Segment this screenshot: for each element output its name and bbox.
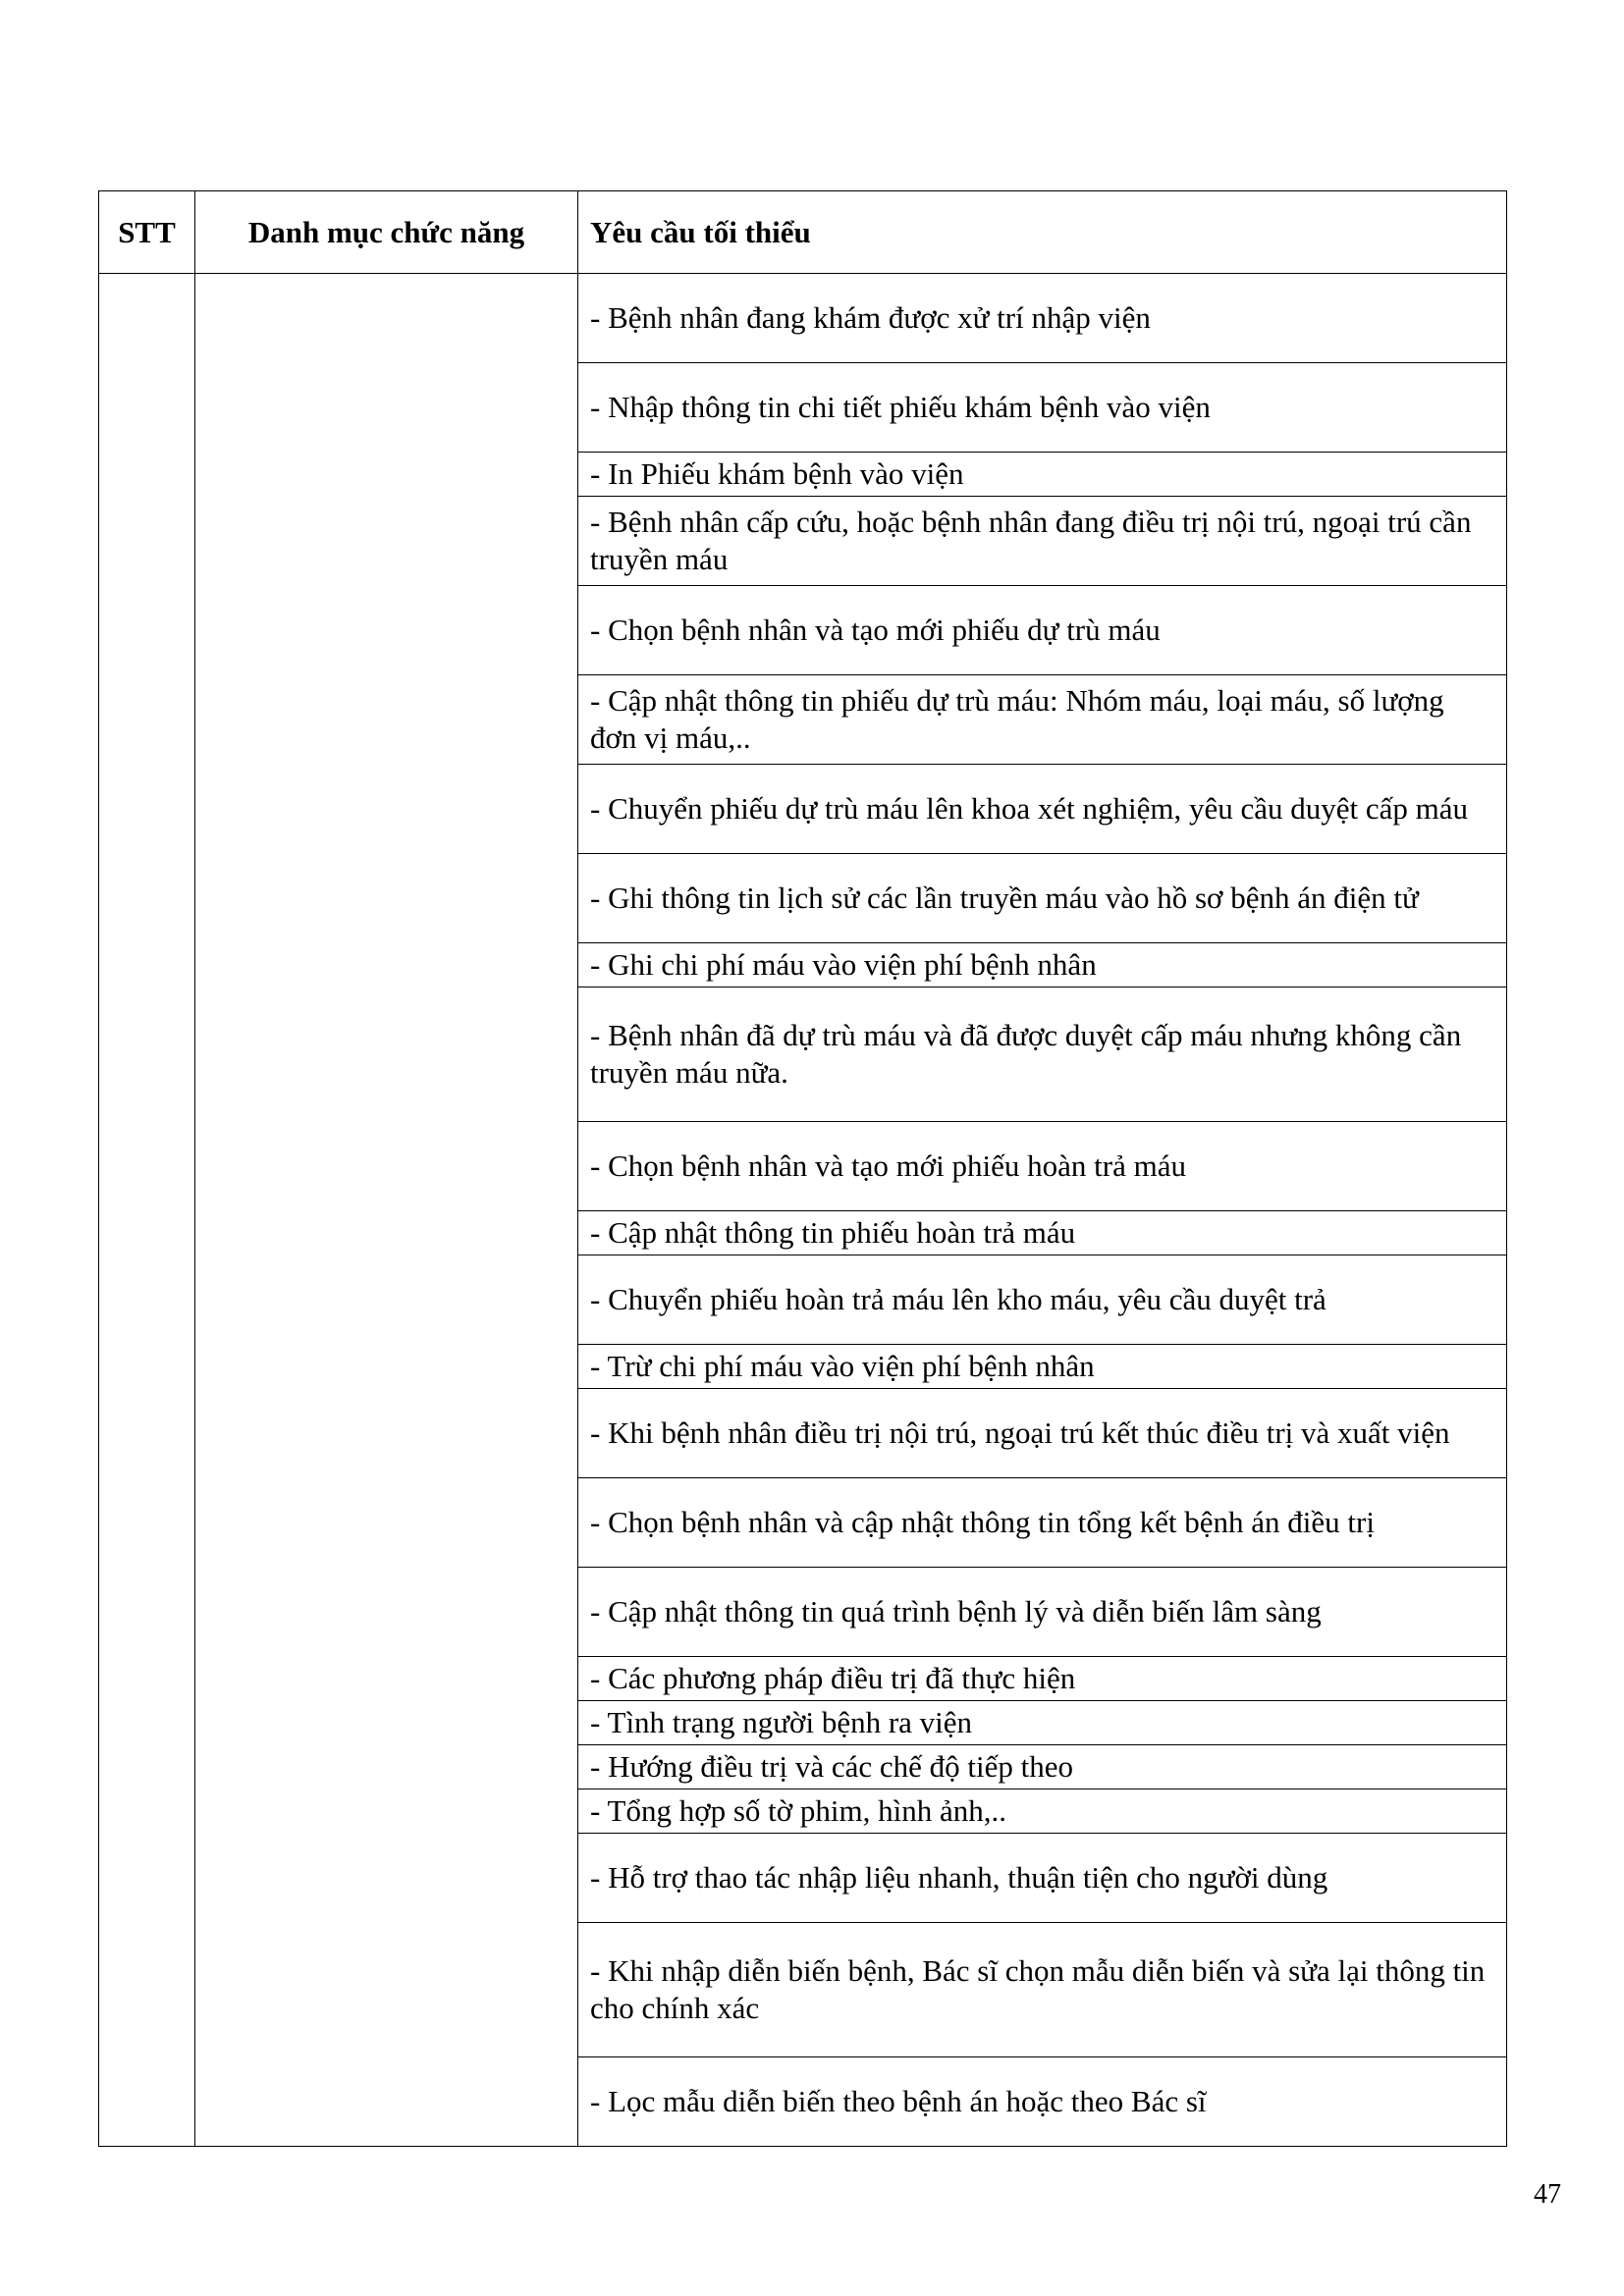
requirement-cell: - Bệnh nhân đang khám được xử trí nhập viện	[578, 274, 1507, 363]
table-header-row	[99, 191, 1507, 274]
requirement-cell: - Chọn bệnh nhân và tạo mới phiếu dự trù máu	[578, 586, 1507, 675]
header-stt: STT	[99, 191, 195, 274]
header-requirement: Yêu cầu tối thiểu	[578, 191, 1507, 274]
requirement-cell: - Bệnh nhân đã dự trù máu và đã được duyệt cấp máu nhưng không cần truyền máu nữa.	[578, 988, 1507, 1122]
requirement-cell: - Khi bệnh nhân điều trị nội trú, ngoại trú kết thúc điều trị và xuất viện	[578, 1389, 1507, 1478]
table-row	[99, 274, 1507, 363]
requirement-cell: - Chọn bệnh nhân và tạo mới phiếu hoàn trả máu	[578, 1122, 1507, 1211]
requirement-cell: - Ghi chi phí máu vào viện phí bệnh nhân	[578, 943, 1507, 988]
requirement-cell: - In Phiếu khám bệnh vào viện	[578, 453, 1507, 497]
table-body	[99, 274, 1507, 2147]
requirement-cell: - Chuyển phiếu dự trù máu lên khoa xét nghiệm, yêu cầu duyệt cấp máu	[578, 765, 1507, 854]
requirement-cell: - Cập nhật thông tin phiếu hoàn trả máu	[578, 1211, 1507, 1255]
requirement-cell: - Chuyển phiếu hoàn trả máu lên kho máu, yêu cầu duyệt trả	[578, 1255, 1507, 1345]
requirement-cell: - Chọn bệnh nhân và cập nhật thông tin tổng kết bệnh án điều trị	[578, 1478, 1507, 1568]
requirement-cell: - Cập nhật thông tin quá trình bệnh lý và diễn biến lâm sàng	[578, 1568, 1507, 1657]
requirement-cell: - Khi nhập diễn biến bệnh, Bác sĩ chọn mẫu diễn biến và sửa lại thông tin cho chính xác	[578, 1923, 1507, 2057]
requirement-cell: - Cập nhật thông tin phiếu dự trù máu: Nhóm máu, loại máu, số lượng đơn vị máu,..	[578, 675, 1507, 765]
requirement-cell: - Tình trạng người bệnh ra viện	[578, 1701, 1507, 1745]
requirement-cell: - Nhập thông tin chi tiết phiếu khám bệnh vào viện	[578, 363, 1507, 453]
requirement-cell: - Lọc mẫu diễn biến theo bệnh án hoặc theo Bác sĩ	[578, 2057, 1507, 2147]
requirement-cell: - Ghi thông tin lịch sử các lần truyền máu vào hồ sơ bệnh án điện tử	[578, 854, 1507, 943]
requirement-cell: - Hỗ trợ thao tác nhập liệu nhanh, thuận tiện cho người dùng	[578, 1834, 1507, 1923]
header-category: Danh mục chức năng	[195, 191, 578, 274]
requirement-cell: - Trừ chi phí máu vào viện phí bệnh nhân	[578, 1345, 1507, 1389]
requirement-cell: - Các phương pháp điều trị đã thực hiện	[578, 1657, 1507, 1701]
requirement-cell: - Hướng điều trị và các chế độ tiếp theo	[578, 1745, 1507, 1789]
stt-cell	[99, 274, 195, 2147]
page-number: 47	[1534, 2179, 1561, 2210]
requirement-cell: - Tổng hợp số tờ phim, hình ảnh,..	[578, 1789, 1507, 1834]
requirement-cell: - Bệnh nhân cấp cứu, hoặc bệnh nhân đang điều trị nội trú, ngoại trú cần truyền máu	[578, 497, 1507, 586]
category-cell	[195, 274, 578, 2147]
requirements-table	[98, 190, 1507, 2147]
